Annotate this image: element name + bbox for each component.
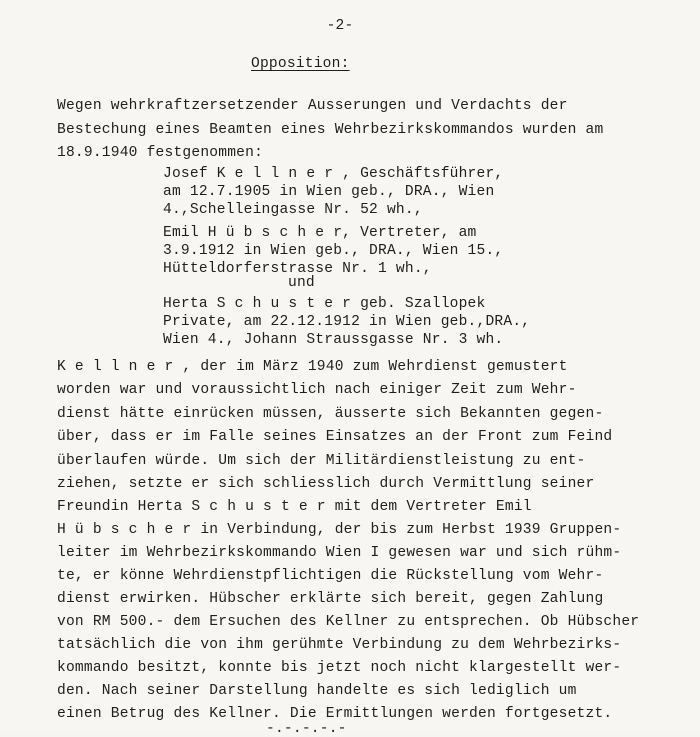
body-line: K e l l n e r , der im März 1940 zum Wehrdienst gemustert xyxy=(57,359,568,375)
body-line: dienst hätte einrücken müssen, äusserte sich Bekannten gegen- xyxy=(57,406,604,422)
body-line: von RM 500.- dem Ersuchen des Kellner zu entsprechen. Ob Hübscher xyxy=(57,614,640,630)
body-line: H ü b s c h e r in Verbindung, der bis zum Herbst 1939 Gruppen- xyxy=(57,522,622,538)
person-line: Josef K e l l n e r , Geschäftsführer, xyxy=(163,166,504,182)
body-line: über, dass er im Falle seines Einsatzes an der Front zum Feind xyxy=(57,429,613,445)
person-line: 4.,Schelleingasse Nr. 52 wh., xyxy=(163,202,423,218)
body-line: kommando besitzt, konnte bis jetzt noch nicht klargestellt wer- xyxy=(57,660,622,676)
intro-line: Bestechung eines Beamten eines Wehrbezirkskommandos wurden am xyxy=(57,122,604,138)
person-line: Private, am 22.12.1912 in Wien geb.,DRA., xyxy=(163,314,531,330)
intro-line: Wegen wehrkraftzersetzender Ausserungen und Verdachts der xyxy=(57,98,568,114)
conjunction-und: und xyxy=(288,275,315,291)
body-line: überlaufen würde. Um sich der Militärdienstleistung zu ent- xyxy=(57,453,586,469)
section-heading: Opposition: xyxy=(251,56,350,72)
body-line: ziehen, setzte er sich schliesslich durch Vermittlung seiner xyxy=(57,476,595,492)
intro-line: 18.9.1940 festgenommen: xyxy=(57,145,264,161)
body-line: Freundin Herta S c h u s t e r mit dem Vertreter Emil xyxy=(57,499,532,515)
person-line: Emil H ü b s c h e r, Vertreter, am xyxy=(163,225,477,241)
person-line: Herta S c h u s t e r geb. Szallopek xyxy=(163,296,486,312)
body-line: einen Betrug des Kellner. Die Ermittlungen werden fortgesetzt. xyxy=(57,706,613,722)
body-line: worden war und voraussichtlich nach einiger Zeit zum Wehr- xyxy=(57,382,577,398)
body-line: tatsächlich die von ihm gerühmte Verbindung zu dem Wehrbezirks- xyxy=(57,637,622,653)
page-number: -2- xyxy=(326,18,354,34)
person-line: 3.9.1912 in Wien geb., DRA., Wien 15., xyxy=(163,243,504,259)
body-line: leiter im Wehrbezirkskommando Wien I gewesen war und sich rühm- xyxy=(57,545,622,561)
person-line: Hütteldorferstrasse Nr. 1 wh., xyxy=(163,261,432,277)
body-line: den. Nach seiner Darstellung handelte es sich lediglich um xyxy=(57,683,577,699)
person-line: Wien 4., Johann Straussgasse Nr. 3 wh. xyxy=(163,332,504,348)
body-line: dienst erwirken. Hübscher erklärte sich bereit, gegen Zahlung xyxy=(57,591,604,607)
person-line: am 12.7.1905 in Wien geb., DRA., Wien xyxy=(163,184,495,200)
end-mark: -.-.-.-.- xyxy=(266,721,347,737)
body-line: te, er könne Wehrdienstpflichtigen die Rückstellung vom Wehr- xyxy=(57,568,604,584)
